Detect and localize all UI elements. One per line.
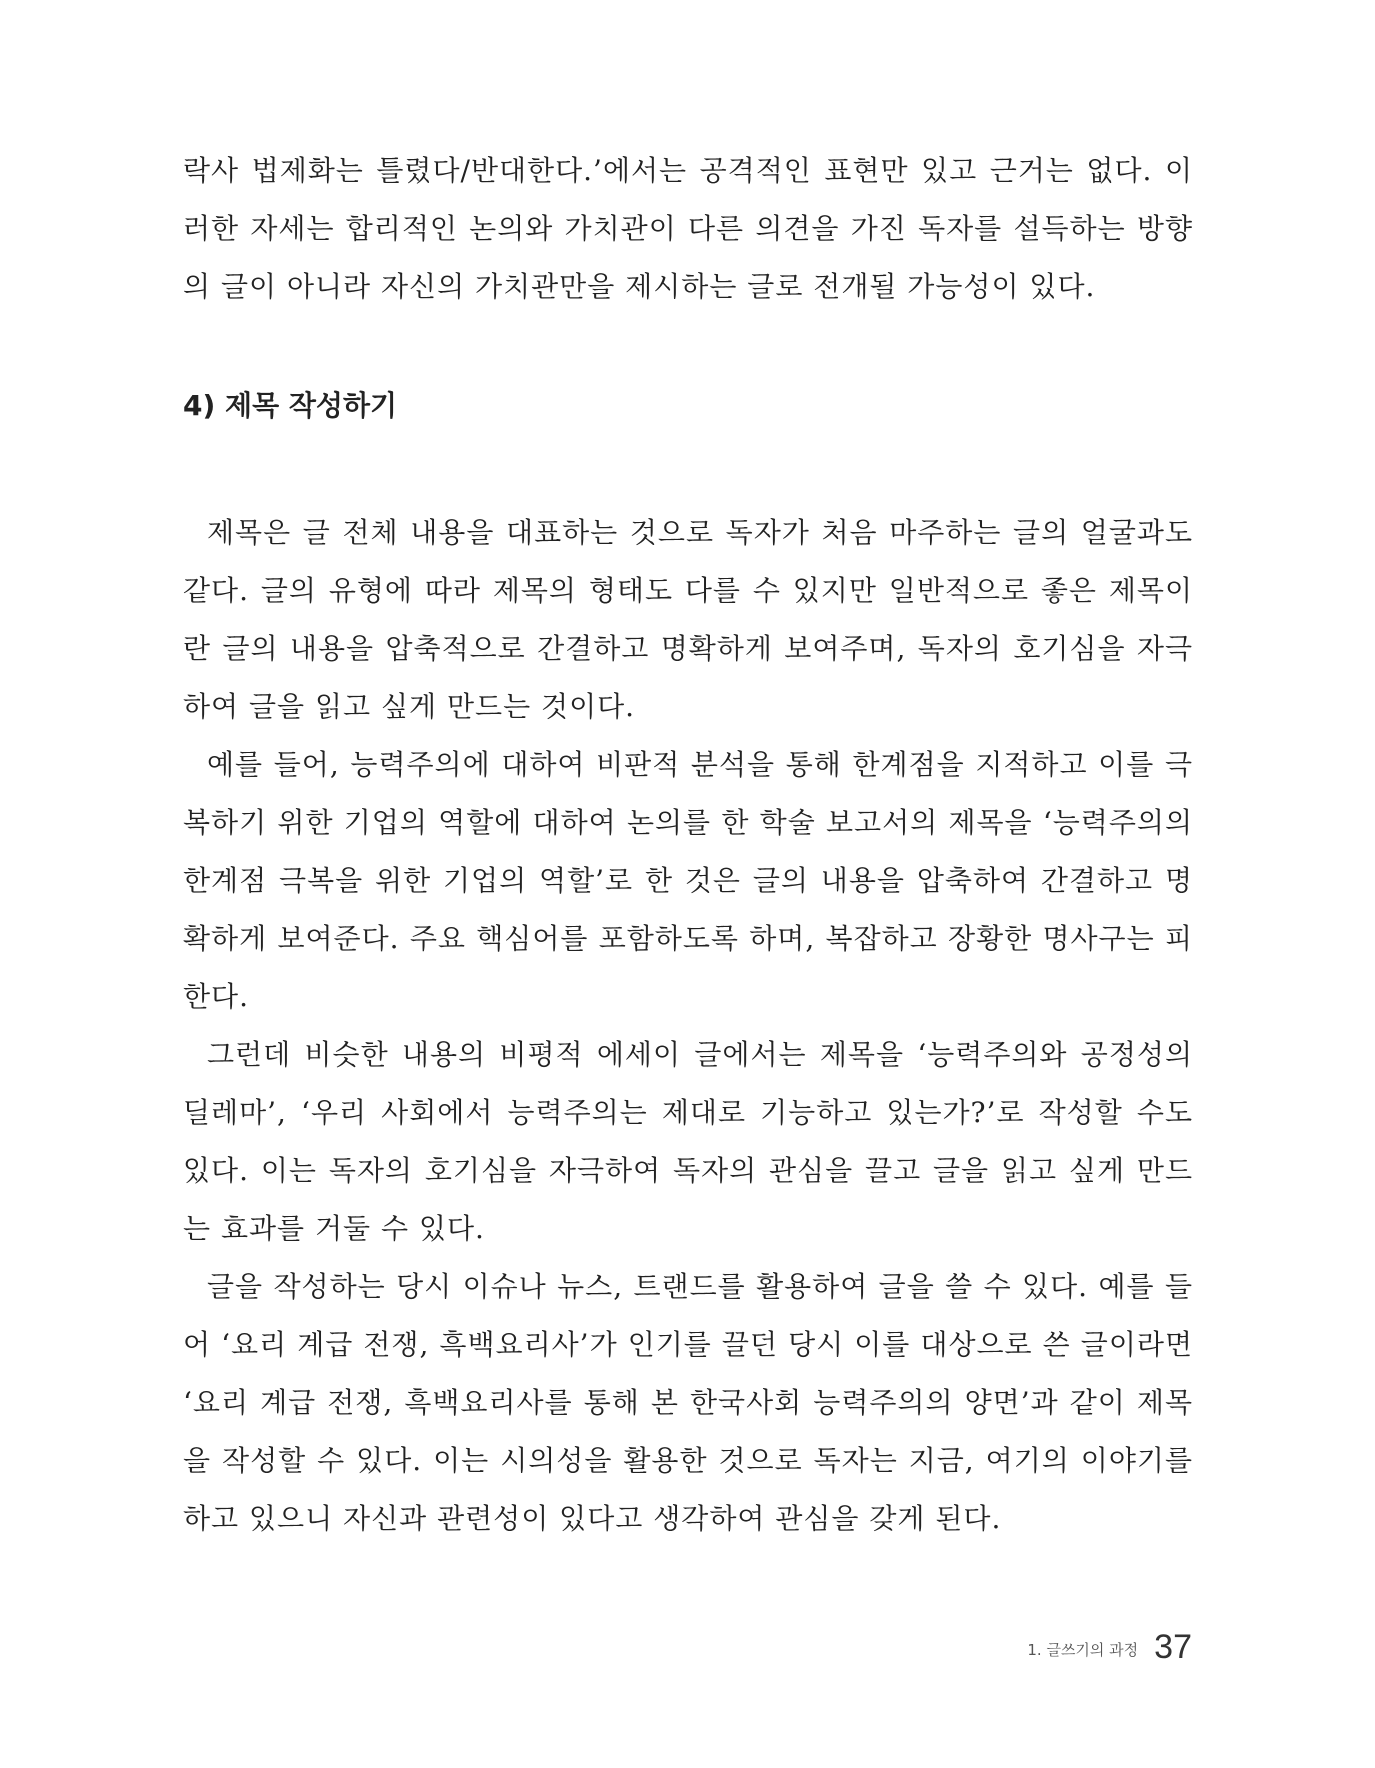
chapter-title: 1. 글쓰기의 과정: [1027, 1641, 1139, 1659]
paragraph-4: 글을 작성하는 당시 이슈나 뉴스, 트랜드를 활용하여 글을 쓸 수 있다. 예를 들어 ‘요리 계급 전쟁, 흑백요리사’가 인기를 끌던 당시 이를 대상으로 쓴 글이라면 ‘요리 계급 전쟁, 흑백요리사를 통해 본 한국사회 능력주의의 양면’과 같이 제목을 작성할 수 있다. 이는 시의성을 활용한 것으로 독자는 지금, 여기의 이야기를 하고 있으니 자신과 관련성이 있다고 생각하여 관심을 갖게 된다.: [183, 1270, 1193, 1535]
paragraph-3: 그런데 비슷한 내용의 비평적 에세이 글에서는 제목을 ‘능력주의와 공정성의 딜레마’, ‘우리 사회에서 능력주의는 제대로 기능하고 있는가?’로 작성할 수도 있다. 이는 독자의 호기심을 자극하여 독자의 관심을 끌고 글을 읽고 싶게 만드는 효과를 거둘 수 있다.: [183, 1038, 1193, 1245]
section-text: [183, 504, 1193, 1548]
section-heading: 4) 제목 작성하기: [183, 389, 398, 422]
paragraph-continued: 락사 법제화는 틀렸다/반대한다.’에서는 공격적인 표현만 있고 근거는 없다. 이러한 자세는 합리적인 논의와 가치관이 다른 의견을 가진 독자를 설득하는 방향의 글이 아니라 자신의 가치관만을 제시하는 글로 전개될 가능성이 있다.: [183, 154, 1193, 303]
paragraph-2: 예를 들어, 능력주의에 대하여 비판적 분석을 통해 한계점을 지적하고 이를 극복하기 위한 기업의 역할에 대하여 논의를 한 학술 보고서의 제목을 ‘능력주의의 한계점 극복을 위한 기업의 역할’로 한 것은 글의 내용을 압축하여 간결하고 명확하게 보여준다. 주요 핵심어를 포함하도록 하며, 복잡하고 장황한 명사구는 피한다.: [183, 748, 1193, 1013]
page-footer: [1027, 1628, 1192, 1666]
paragraph-1: 제목은 글 전체 내용을 대표하는 것으로 독자가 처음 마주하는 글의 얼굴과도 같다. 글의 유형에 따라 제목의 형태도 다를 수 있지만 일반적으로 좋은 제목이란 글의 내용을 압축적으로 간결하고 명확하게 보여주며, 독자의 호기심을 자극하여 글을 읽고 싶게 만드는 것이다.: [183, 516, 1193, 723]
page-body: [183, 142, 1193, 1548]
intro-text: [183, 142, 1193, 316]
page-number: 37: [1154, 1628, 1192, 1666]
